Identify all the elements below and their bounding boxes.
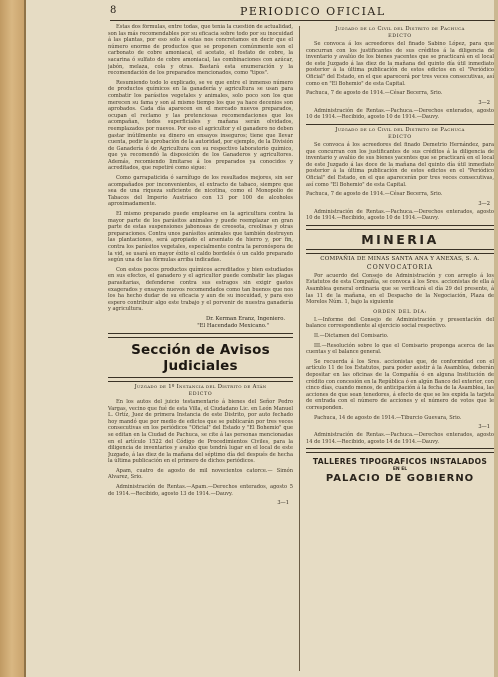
court-heading: Juzgado de 1º Instancia del Distrito de Atán	[134, 383, 267, 390]
edicto-label: EDICTO	[388, 34, 412, 39]
talleres-heading: TALLERES TIPOGRAFICOS INSTALADOS	[312, 457, 488, 467]
page-number: 8	[110, 5, 117, 16]
orden-item: Pachuca, 14 de agosto de 1914.—Tiburcio Guevara, Srio.	[314, 414, 462, 421]
orden-item: II.—Dictamen del Comisario.	[314, 333, 389, 340]
talleres-rule	[306, 448, 494, 453]
orden-heading: ORDEN DEL DIA:	[373, 308, 427, 315]
page-edge	[494, 0, 498, 677]
notice-paragraph: En los autos del juicio testamentario á bienes del Señor Pedro Vargas, vecino que fué de esta Villa, el Ciudadano Lic. en León Manuel L. Ortíz, Juez de primera Instancia de este Distrito, por auto fechado hoy mandó que por medio de edictos que se publicarán por tres veces consecutivas en los periódicos "Oficial" del Estado y "El Bohemio" que se editan en la Ciudad de Pachuca, se cite á las personas mencionadas en el artículo 1522 del Código de Procedimientos Civiles, para la diligencia de inventarios y avalúo que tendrá lugar en el local de este Juzgado, á las diez de la mañana del séptimo día del después de hecha la última publicación en el primero de dichos periódicos.	[108, 398, 293, 465]
talleres-en-el: EN EL	[392, 467, 408, 473]
section-rule-top	[108, 333, 293, 338]
right-column	[306, 24, 494, 674]
notice-paragraph: Administración de Rentas.—Pachuca.—Derechos enterados, agosto 10 de 1914.—Recibido, agosto 10 de 1914.—Dauvy.	[306, 107, 494, 121]
court-heading: Juzgado de lo Civil del Distrito de Pachuca	[335, 26, 465, 32]
left-column	[108, 24, 293, 674]
article-paragraph: Estas dos fórmulas, entre todas, que tenía la cuestión de actualidad, son las más recomendables por su eficacia sobre todo por su inocuidad á las plantas, por eso solo á estas nos concretamos en decir que el número enorme de productos que se proponen comúnmente son el carbonato de cobre amoniacal, el acetato, el fosfato de cobre, la sacarina ó sulfato de cobre amoniacal, las combinaciones con azúcar, jabón, melaza, cola y otras. Bastará esta enumeración y la recomendación de los preparados mencionados, como "tipos".	[108, 24, 293, 77]
article-paragraph: Resumiendo todo lo explicado, se ve que entre el inmenso número de productos químicos en la ganadería y agricultura se usan para combatir los parásitos vegetales y animales, solo poco son los que merecen su fama y son al mismo tiempo los que ya hace decenios son aprobados. Cada día aparecen en el mercado nuevos preparados, ocupan el reclamo y las pretenciosas recomendaciones que los acompañan, todos superficiales y mañana serán olvidados, reemplazados por nuevos. Por eso el agricultor y el ganadero no deben gastar inútilmente su dinero en ensayos inseguros; tiene que llevar cuenta, pedir la aprobación de la autoridad, por ejemplo, de la División de Ganadería ó de Agricultura con su respectivo laboratorio químico, que ya recomendó la disposición de los Ganaderos y agricultores. Además, recomiendo limitarse á los preparados ya conocidos y acreditados, que repetiré como sigue:	[108, 79, 293, 172]
orden-item: III.—Resolución sobre lo que el Comisario proponga acerca de las cuentas y el balance general.	[306, 342, 494, 356]
notice-paragraph: Administración de Rentas.—Pachuca.—Derechos enterados, agosto 10 de 1914.—Recibido, agosto 10 de 1914.—Dauvy.	[306, 208, 494, 222]
article-paragraph: Como garrapaticida ó sarnífugo de los resultados mejores, sin ser acompañados por inconvenientes, el extracto de tabaco, siempre que sea de una riqueza suficiente de nicotina, como el Monopolio de Tabacos del Imperio Austríaco con 13 por 100 de alcoholes aproximadamente.	[108, 175, 293, 208]
orden-item: Se recuerda á los Sres. accionistas que, de conformidad con el artículo 11 de los Estatutos, para poder asistir á la Asamblea, deberán depositar en las oficinas de la Compañía ó en alguna Institución de crédito con concesión en la República ó en algún Banco del exterior, con cinco días, cuando menos, de anticipación á la fecha de la Asamblea, las acciones de que sean tenedores, á efecto de que se les expida la tarjeta de entrada con el número de acciones y el número de votos que le corresponden.	[306, 358, 494, 411]
article-paragraph: El mismo preparado puede emplearse en la agricultura contra la mayor parte de los parásitos animales y puede reemplazar en gran parte de estas suspensiones jabonosas de creosota, creolinas y otras preparaciones. Contra unos parásitos animales que también destruyen las plantaciones, será apropiado el arseniato de hierro y, por fin, contra los parásitos vegetales, especialmente contra la peronóspora de la vid, se usará en mayor éxito el caldo bordelés ó un caldo preparado según una de las fórmulas arriba indicadas.	[108, 211, 293, 264]
notice-paragraph: Se convoca á los acreedores del finado Sabino López, para que concurran con los justificantes de sus créditos á la diligencia de inventario y avalúo de los bienes yacentes que se practicará en el local de este Juzgado á las diez de la mañana del quinto día útil inmediato posterior á la última publicación de estos edictos en el "Periódico Oficial" del Estado, en el que aparecerá por tres veces consecutivas, así como en "El Bohemio" de esta Capital.	[306, 41, 494, 87]
section-rule-bottom	[108, 377, 293, 382]
book-binding	[0, 0, 26, 677]
article-source: "El Hacendado Mexicano."	[197, 322, 269, 329]
notice-date: Pachuca, 7 de agosto de 1914.—César Becerra, Srio.	[306, 191, 443, 198]
edicto-label: EDICTO	[388, 134, 412, 140]
section-title-mineria: MINERIA	[361, 231, 439, 247]
section-rule-top	[306, 225, 494, 230]
convocatoria-heading: CONVOCATORIA	[366, 263, 434, 271]
orden-item: I.—Informe del Consejo de Administración y presentación del balance correspondiente al ejercicio social respectivo.	[306, 316, 494, 330]
header-rule	[110, 20, 495, 21]
notice-mark: 3—2	[478, 99, 490, 106]
notice-mark: 3—2	[478, 200, 490, 207]
section-title-avisos: Sección de Avisos Judiciales	[131, 341, 270, 374]
notice-paragraph: Se convoca á los acreedores del finado Demetrio Hernández, para que concurran con los justificantes de sus créditos á la diligencia de inventario y avalúo de sus bienes yacentes que se practicará en el local de este Juzgado á las doce de la mañana del quinto día útil inmediato posterior á la última publicación de estos edictos en el "Periódico Oficial" del Estado, en el que aparecerán por tres veces consecutivas, así como "El Bohemio" de esta Capital.	[306, 141, 494, 188]
notice-paragraph: Administración de Rentas.—Apam.—Derechos enterados, agosto 5 de 1914.—Recibido, agosto 13 de 1914.—Dauvy.	[108, 484, 293, 497]
masthead-title: PERIODICO OFICIAL	[240, 5, 386, 18]
page-header	[110, 5, 495, 21]
company-name: COMPAÑIA DE MINAS SANTA ANA Y ANEXAS, S. A.	[320, 255, 480, 262]
notice-mark: 3—1	[277, 500, 289, 507]
edicto-label: EDICTO	[188, 391, 213, 397]
orden-item: Administración de Rentas.—Pachuca.—Derechos enterados, agosto 14 de 1914.—Recibido, agosto 14 de 1914.—Dauvy.	[306, 432, 494, 445]
convocatoria-paragraph: Por acuerdo del Consejo de Administración y con arreglo á los Estatutos de esta Compañía, se convoca á los Sres. accionistas de ella á Asamblea general ordinaria que se verificará el día 29 del presente, á las 11 de la mañana, en el Despacho de la Negociación, Plaza de Morelos Núm. 1, bajo la siguiente	[306, 272, 494, 306]
talleres-palacio: PALACIO DE GOBIERNO	[325, 473, 475, 485]
notice-rule	[306, 124, 494, 125]
article-paragraph: Con estos pocos productos químicos acreditados y bien estudiados en sus efectos, el ganadero y el agricultor puede combatir las plagas parasitarias, defenderse contra sus estragos sin exigir gastos exagerados y ensayos nuevos recomendados como tan buenos que nos los ha hecho dudar de su eficacia y aun de su inocuidad, y para eso espero contribuir algo este trabajo y el porvenir de nuestra ganadería y agricultura.	[108, 266, 293, 313]
article-signature: Dr. Kerman Eranz, Ingeniero.	[205, 315, 285, 322]
section-rule-bottom	[306, 249, 494, 254]
notice-mark: 3—1	[478, 424, 490, 431]
column-divider	[299, 26, 300, 671]
notice-paragraph: Apam, cuatro de agosto de mil novecientos catorce.— Simón Alvarez, Srio.	[108, 467, 293, 481]
court-heading: Juzgado de lo Civil del Distrito de Pachuca	[335, 126, 465, 133]
notice-date: Pachuca, 7 de agosto de 1914.—César Becerra, Srio.	[306, 90, 443, 97]
